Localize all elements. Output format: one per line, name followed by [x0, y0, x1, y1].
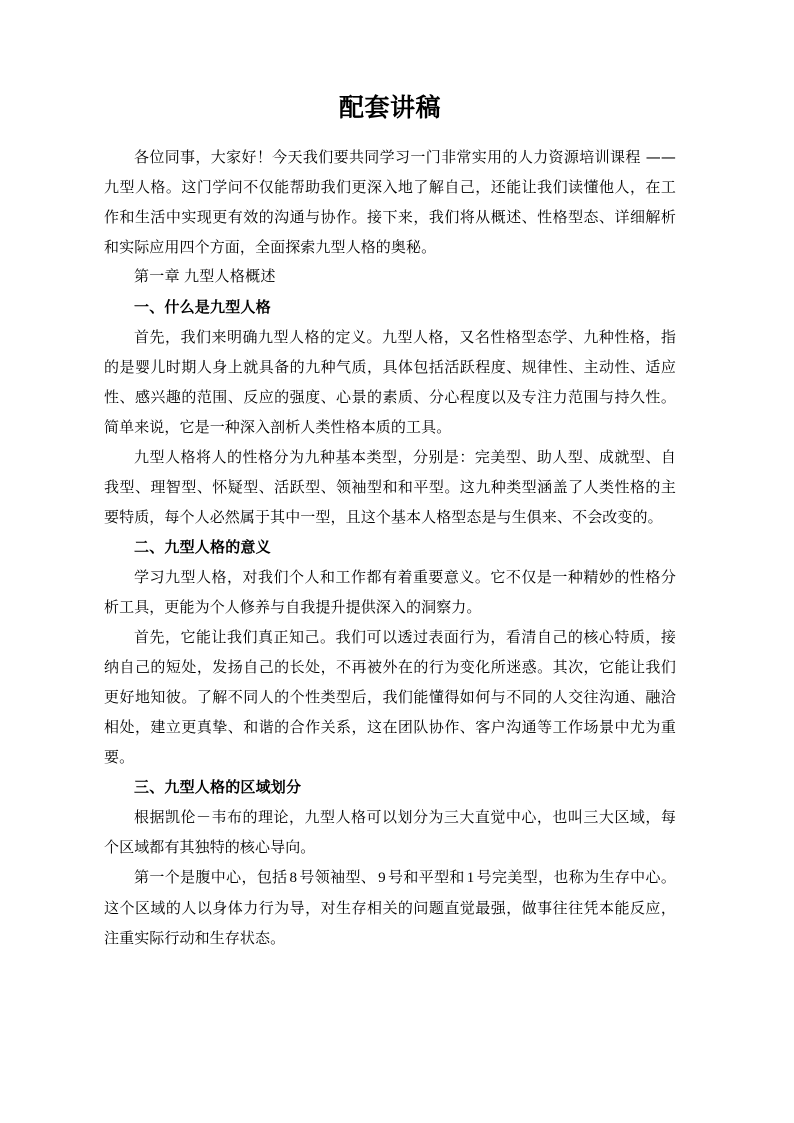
paragraph-three-centers: 根据凯伦－韦布的理论，九型人格可以划分为三大直觉中心，也叫三大区域，每个区域都有其独特的核心导向。	[104, 808, 676, 856]
page-title: 配套讲稿	[338, 95, 441, 122]
belly-center-text-2: 号领袖型、	[299, 868, 377, 886]
intro-paragraph: 各位同事，大家好！今天我们要共同学习一门非常实用的人力资源培训课程 —— 九型人格。这门学问不仅能帮助我们更深入地了解自己，还能让我们读懂他人，在工作和生活中实现更有效的沟通与协作。接下来，我们将从概述、性格型态、详细解析和实际应用四个方面，全面探索九型人格的奥秘。	[104, 148, 676, 256]
paragraph-know-self-others: 首先，它能让我们真正知己。我们可以透过表面行为，看清自己的核心特质，接纳自己的短处，发扬自己的长处，不再被外在的行为变化所迷惑。其次，它能让我们更好地知彼。了解不同人的个性类型后，我们能懂得如何与不同的人交往沟通、融洽相处，建立更真挚、和谐的合作关系，这在团队协作、客户沟通等工作场景中尤为重要。	[104, 628, 676, 766]
section-heading-1-3: 三、九型人格的区域划分	[134, 778, 302, 796]
belly-center-text-4: 号完美型，也称为生存中心。这个区域的人以身体力行为导，对生存相关的问题直觉最强，做事往往凭本能反应，注重实际行动和生存状态。	[104, 868, 676, 947]
chapter-heading-1: 第一章 九型人格概述	[134, 269, 276, 285]
paragraph-nine-types: 九型人格将人的性格分为九种基本类型，分别是：完美型、助人型、成就型、自我型、理智型、怀疑型、活跃型、领袖型和和平型。这九种类型涵盖了人类性格的主要特质，每个人必然属于其中一型，且这个基本人格型态是与生俱来、不会改变的。	[104, 448, 676, 526]
type-number-9: 9	[378, 870, 386, 886]
belly-center-text-1: 第一个是腹中心，包括	[134, 868, 288, 886]
paragraph-definition: 首先，我们来明确九型人格的定义。九型人格，又名性格型态学、九种性格，指的是婴儿时期人身上就具备的九种气质，具体包括活跃程度、规律性、主动性、适应性、感兴趣的范围、反应的强度、心景的素质、分心程度以及专注力范围与持久性。简单来说，它是一种深入剖析人类性格本质的工具。	[104, 328, 676, 436]
type-number-8: 8	[289, 870, 298, 886]
document-body	[104, 142, 676, 953]
belly-center-text-3: 号和平型和	[387, 868, 465, 886]
paragraph-belly-center	[104, 862, 676, 953]
section-heading-1-2: 二、九型人格的意义	[134, 538, 271, 556]
paragraph-significance-intro: 学习九型人格，对我们个人和工作都有着重要意义。它不仅是一种精妙的性格分析工具，更能为个人修养与自我提升提供深入的洞察力。	[104, 568, 676, 616]
section-heading-1-1: 一、什么是九型人格	[134, 298, 271, 316]
type-number-1: 1	[466, 870, 475, 886]
